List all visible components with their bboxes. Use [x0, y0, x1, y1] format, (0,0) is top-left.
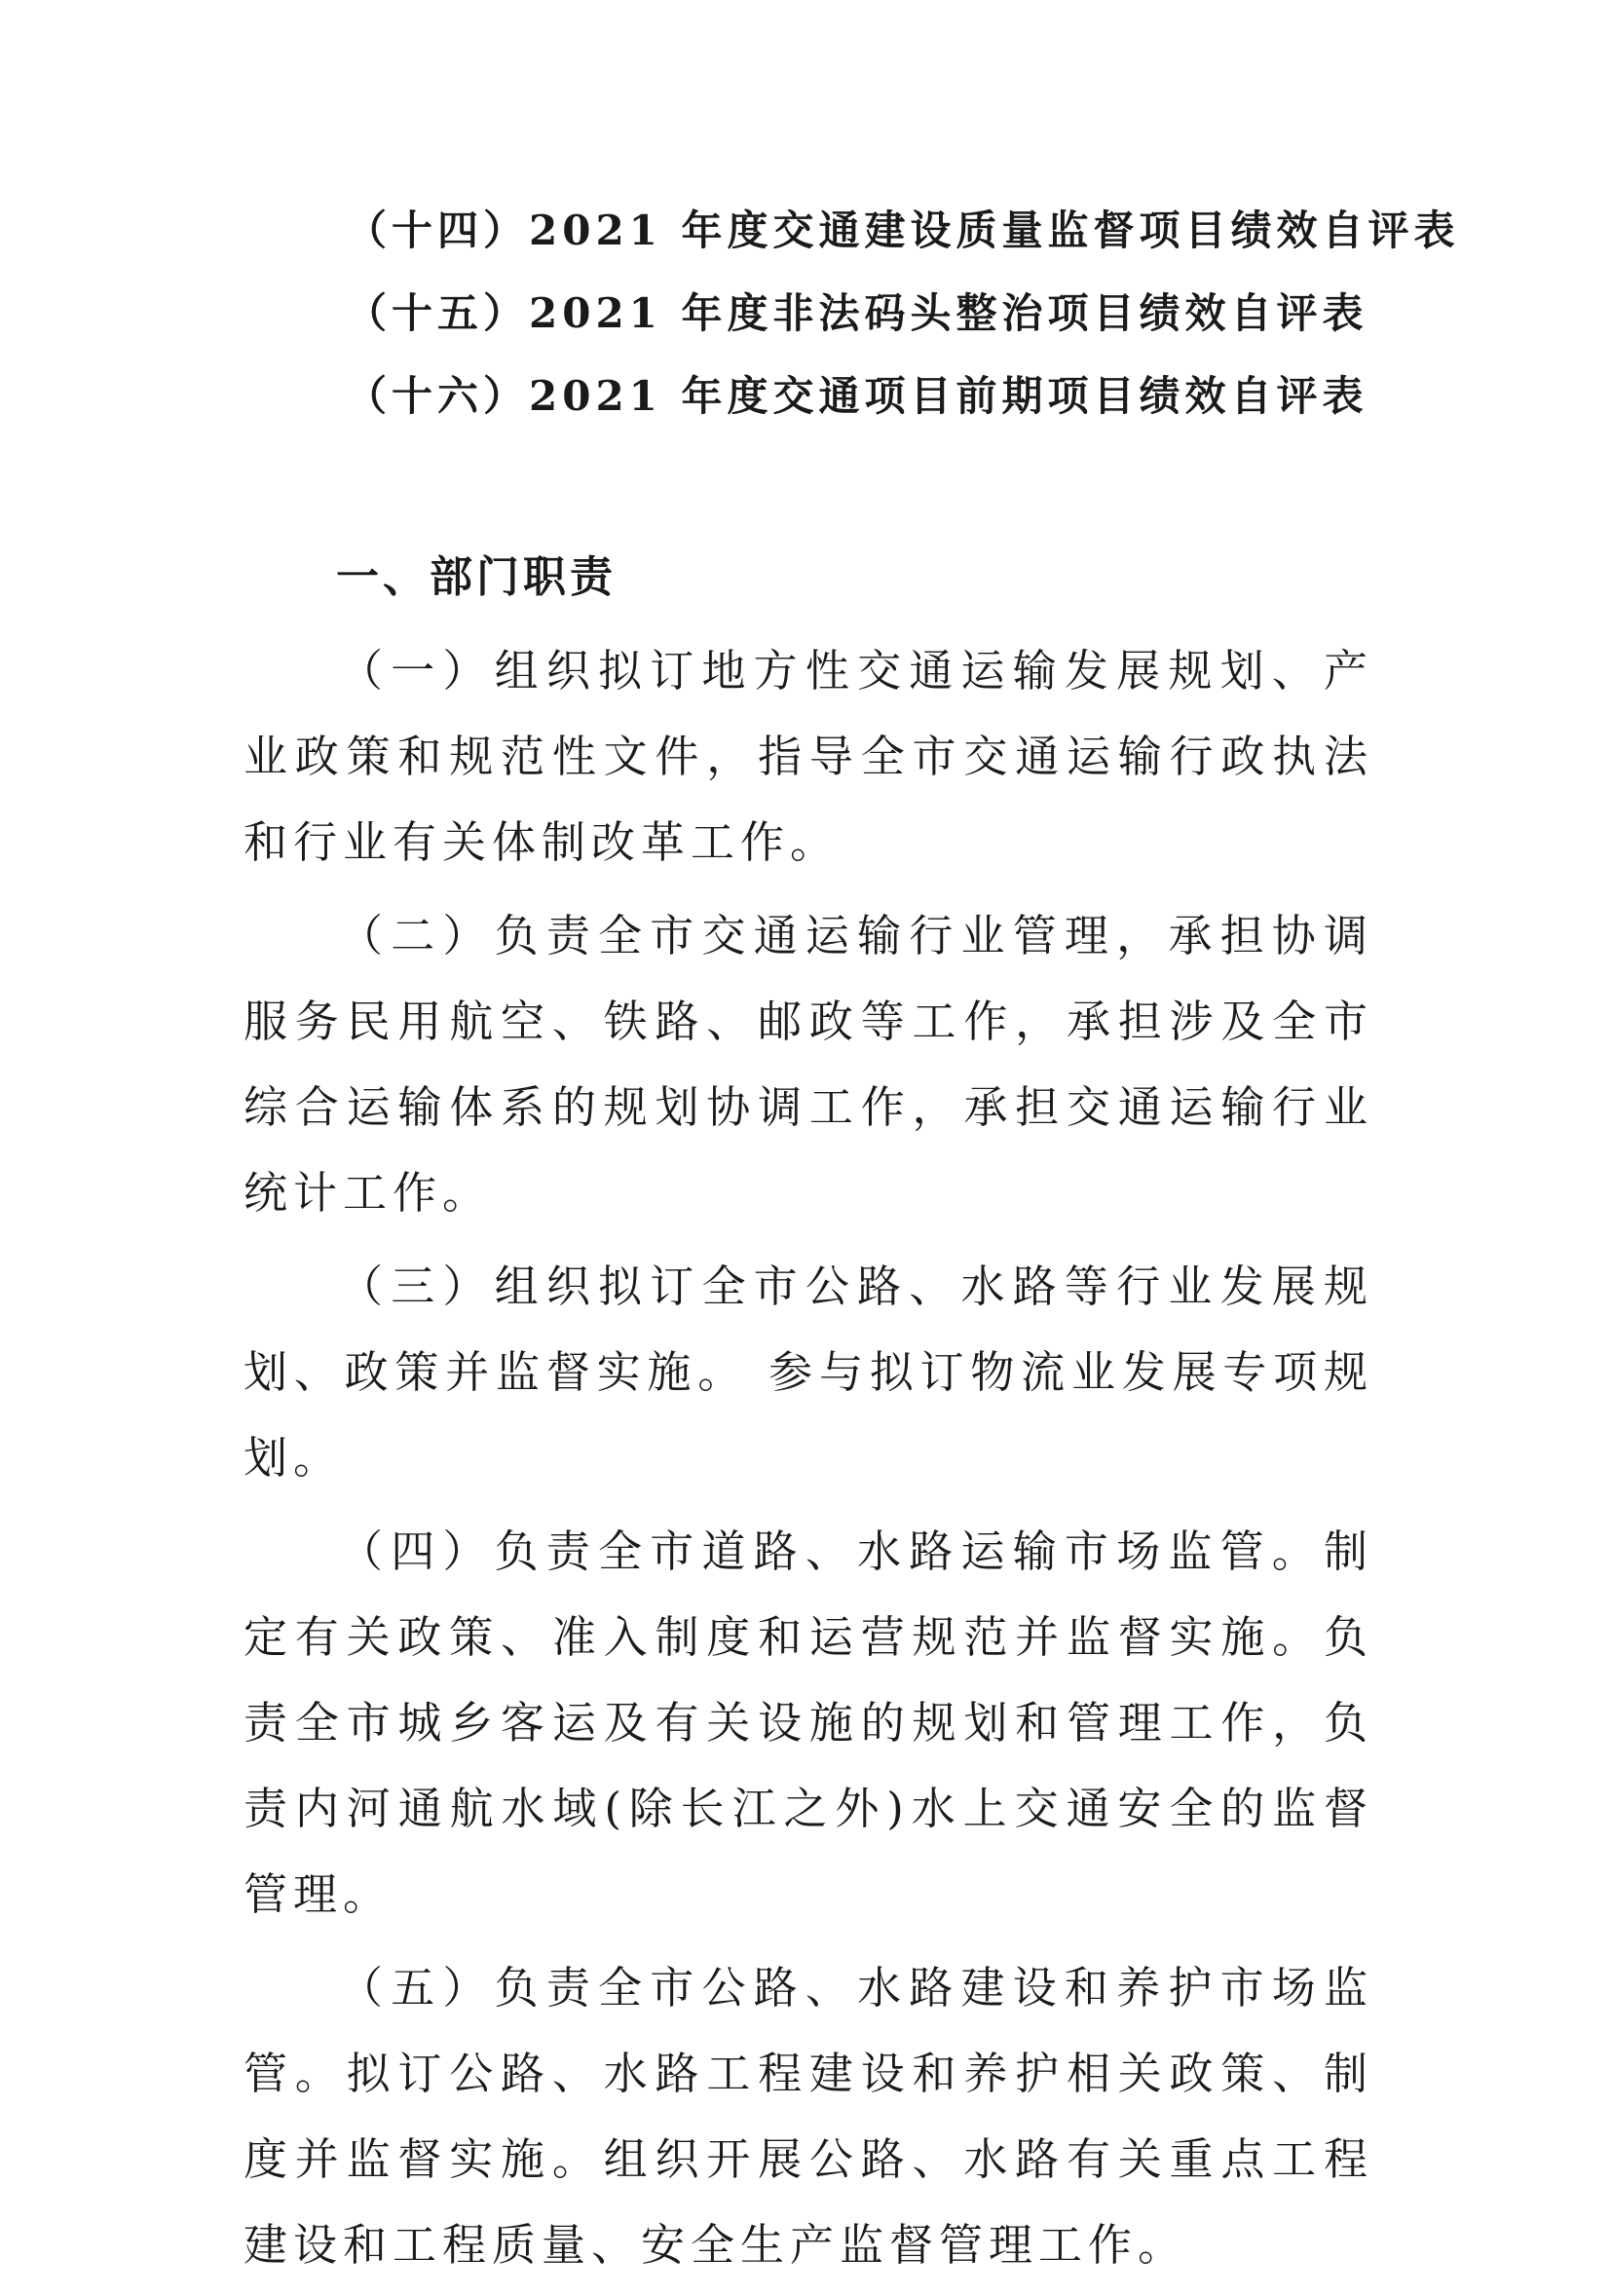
table-list-item-15: （十五）2021 年度非法码头整治项目绩效自评表 — [346, 289, 1368, 337]
table-list-item-16: （十六）2021 年度交通项目前期项目绩效自评表 — [346, 372, 1368, 420]
paragraph-3: （三）组织拟订全市公路、水路等行业发展规划、政策并监督实施。 参与拟订物流业发展专项规划。 — [244, 1261, 1373, 1484]
table-list-item-14: （十四）2021 年度交通建设质量监督项目绩效自评表 — [346, 207, 1460, 254]
section-heading: 一、部门职责 — [336, 552, 617, 602]
table-list — [346, 209, 1466, 458]
paragraph-4: （四）负责全市道路、水路运输市场监管。制定有关政策、准入制度和运营规范并监督实施。负责全市城乡客运及有关设施的规划和管理工作，负责内河通航水域(除长江之外)水上交通安全的监督管理。 — [244, 1525, 1373, 1920]
paragraph-5: （五）负责全市公路、水路建设和养护市场监管。拟订公路、水路工程建设和养护相关政策、制度并监督实施。组织开展公路、水路有关重点工程建设和工程质量、安全生产监督管理工作。 — [244, 1962, 1373, 2271]
paragraph-2: （二）负责全市交通运输行业管理，承担协调服务民用航空、铁路、邮政等工作，承担涉及全市综合运输体系的规划协调工作，承担交通运输行业统计工作。 — [244, 910, 1373, 1219]
section-body — [244, 628, 1373, 2296]
paragraph-1: （一）组织拟订地方性交通运输发展规划、产业政策和规范性文件，指导全市交通运输行政执法和行业有关体制改革工作。 — [244, 645, 1373, 868]
